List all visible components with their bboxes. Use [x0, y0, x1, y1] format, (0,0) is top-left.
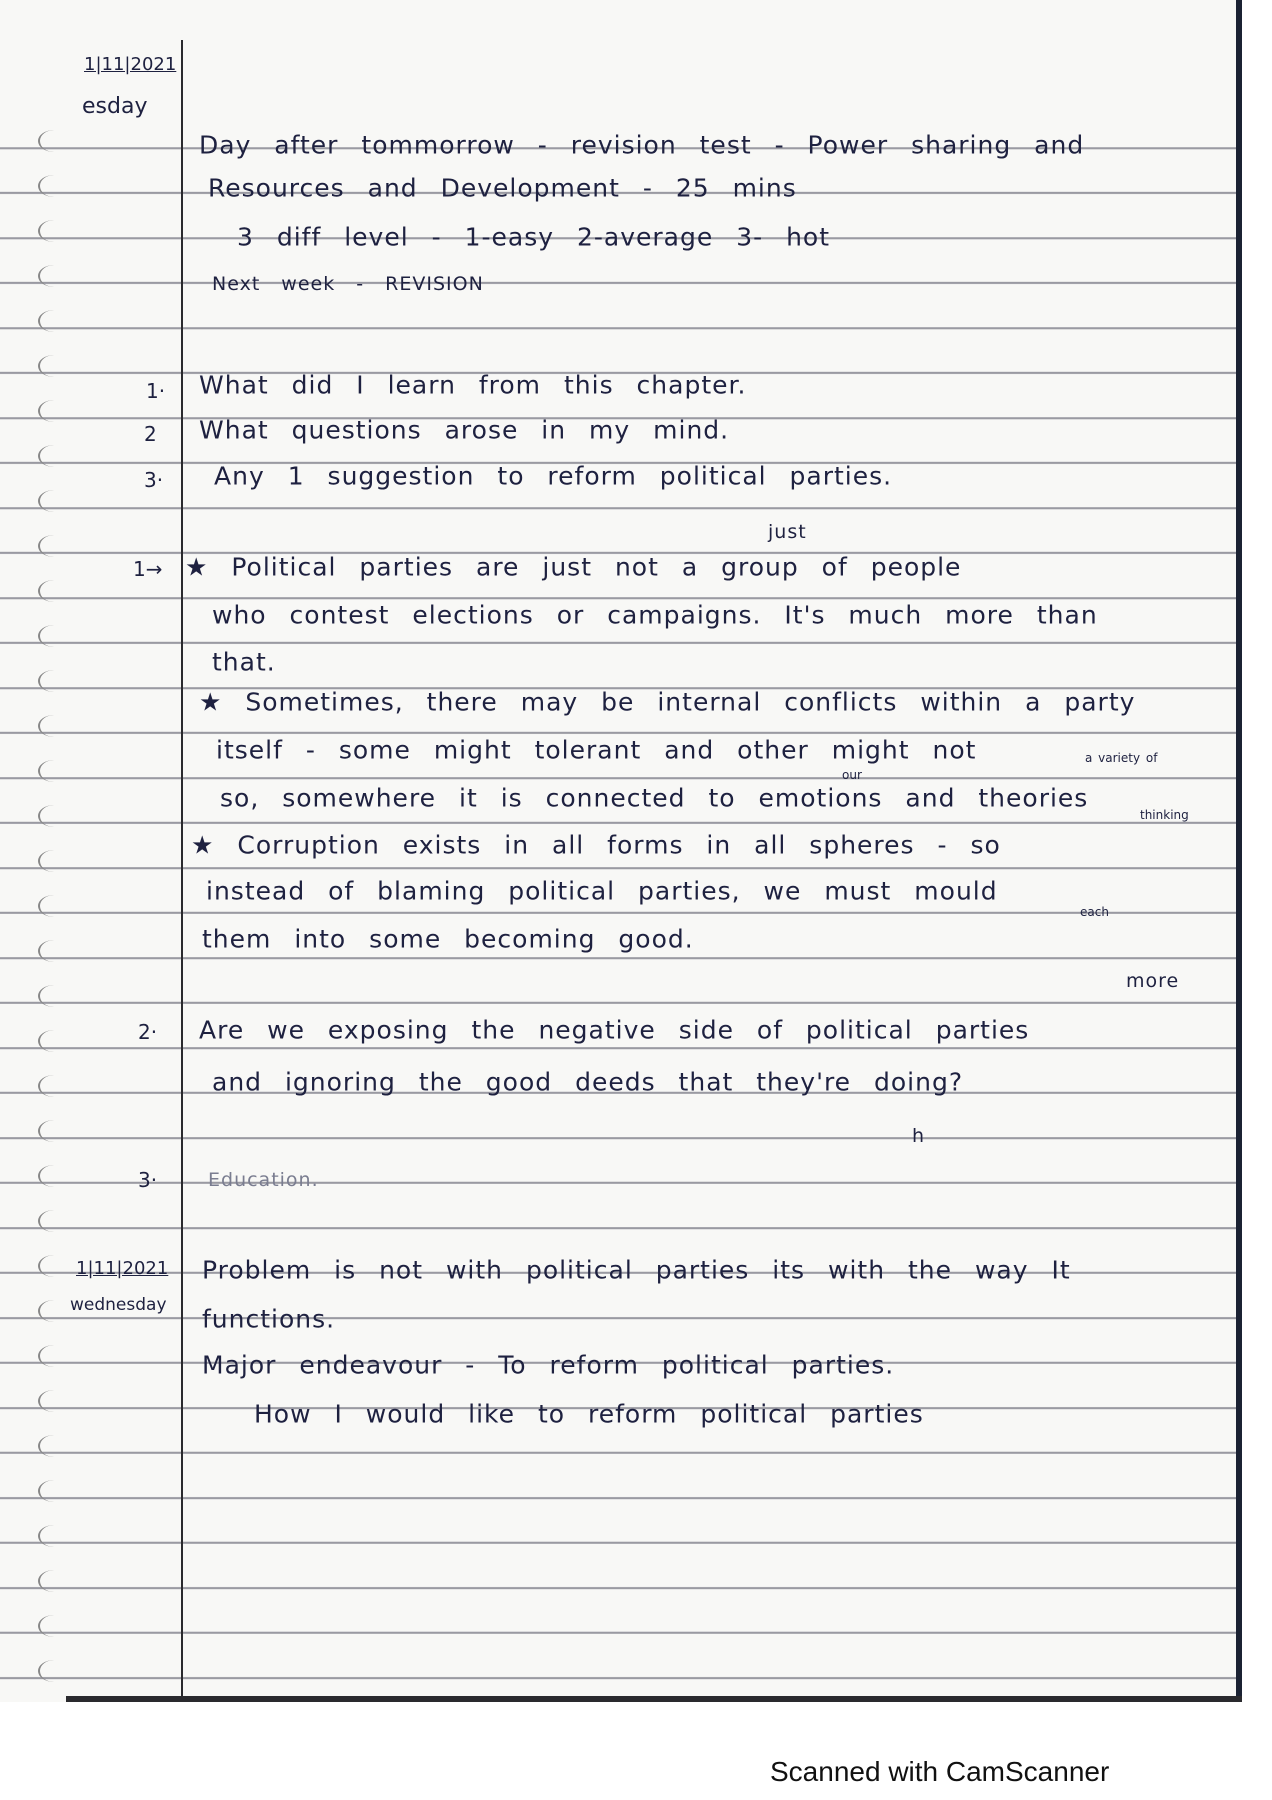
answer-line: instead of blaming political parties, we must mould: [206, 876, 998, 906]
entry-day: wednesday: [70, 1295, 167, 1315]
annotation: a variety of: [1085, 751, 1158, 765]
note-line: How I would like to reform political parties: [254, 1399, 924, 1429]
binding-mark: [38, 175, 70, 197]
answer-line: Education.: [208, 1169, 319, 1191]
note-line: Major endeavour - To reform political parties.: [202, 1350, 895, 1380]
binding-mark: [38, 1525, 70, 1547]
annotation: our: [842, 768, 862, 782]
binding-mark: [38, 130, 70, 152]
binding-mark: [38, 490, 70, 512]
binding-mark: [38, 985, 70, 1007]
answer-line: ★ Sometimes, there may be internal conflicts within a party: [199, 687, 1136, 717]
binding-mark: [38, 805, 70, 827]
note-line: Problem is not with political parties its with the way It: [202, 1255, 1071, 1285]
binding-mark: [38, 1300, 70, 1322]
question-text: Any 1 suggestion to reform political parties.: [214, 461, 893, 491]
binding-mark: [38, 760, 70, 782]
answer-number: 2·: [138, 1020, 158, 1044]
page-top: [0, 0, 1238, 104]
binding-mark: [38, 1075, 70, 1097]
entry-date: 1|11|2021: [76, 1258, 169, 1279]
binding-mark: [38, 1345, 70, 1367]
answer-line: and ignoring the good deeds that they're doing?: [212, 1067, 964, 1097]
answer-line: them into some becoming good.: [202, 924, 694, 954]
annotation: thinking: [1140, 808, 1189, 822]
binding-mark: [38, 940, 70, 962]
question-text: What questions arose in my mind.: [199, 415, 730, 445]
binding-mark: [38, 580, 70, 602]
entry-day: esday: [82, 94, 148, 119]
note-line: Next week - REVISION: [212, 273, 484, 295]
binding-mark: [38, 445, 70, 467]
binding-mark: [38, 1390, 70, 1412]
question-text: What did I learn from this chapter.: [199, 370, 747, 400]
binding-mark: [38, 355, 70, 377]
binding-mark: [38, 265, 70, 287]
note-line: Day after tommorrow - revision test - Power sharing and: [199, 130, 1085, 160]
binding-mark: [38, 1210, 70, 1232]
binding-mark: [38, 895, 70, 917]
binding-mark: [38, 850, 70, 872]
binding-mark: [38, 1120, 70, 1142]
margin-line: [181, 40, 183, 1700]
binding-mark: [38, 625, 70, 647]
annotation: more: [1126, 970, 1180, 992]
binding-mark: [38, 1570, 70, 1592]
binding-mark: [38, 1030, 70, 1052]
binding-mark: [38, 1165, 70, 1187]
page-edge: [1236, 0, 1242, 1702]
answer-number: 1→: [133, 557, 163, 581]
binding-mark: [38, 1255, 70, 1277]
binding-mark: [38, 400, 70, 422]
answer-line: that.: [212, 647, 276, 677]
question-number: 1·: [146, 379, 166, 403]
binding-mark: [38, 1435, 70, 1457]
page-bottom-edge: [66, 1696, 1242, 1702]
entry-date: 1|11|2021: [84, 54, 177, 75]
answer-number: 3·: [138, 1168, 158, 1192]
answer-line: Are we exposing the negative side of political parties: [199, 1015, 1030, 1045]
answer-line: itself - some might tolerant and other might not: [216, 735, 977, 765]
answer-line: who contest elections or campaigns. It's much more than: [212, 600, 1098, 630]
note-line: Resources and Development - 25 mins: [208, 173, 797, 203]
annotation: each: [1080, 905, 1109, 919]
note-line: 3 diff level - 1-easy 2-average 3- hot: [237, 222, 831, 252]
binding-mark: [38, 1480, 70, 1502]
answer-line: so, somewhere it is connected to emotions and theories: [220, 783, 1089, 813]
binding-mark: [38, 670, 70, 692]
annotation: just: [768, 521, 807, 543]
question-number: 3·: [144, 468, 164, 492]
binding-mark: [38, 715, 70, 737]
annotation: h: [912, 1125, 926, 1147]
binding-mark: [38, 310, 70, 332]
answer-line: ★ Political parties are just not a group of people: [185, 552, 962, 582]
binding-mark: [38, 220, 70, 242]
question-number: 2: [144, 422, 157, 446]
binding-mark: [38, 1660, 70, 1682]
answer-line: ★ Corruption exists in all forms in all spheres - so: [191, 830, 1001, 860]
binding-mark: [38, 535, 70, 557]
note-line: functions.: [202, 1304, 336, 1334]
scanner-watermark: Scanned with CamScanner: [770, 1756, 1110, 1787]
binding-mark: [38, 1615, 70, 1637]
